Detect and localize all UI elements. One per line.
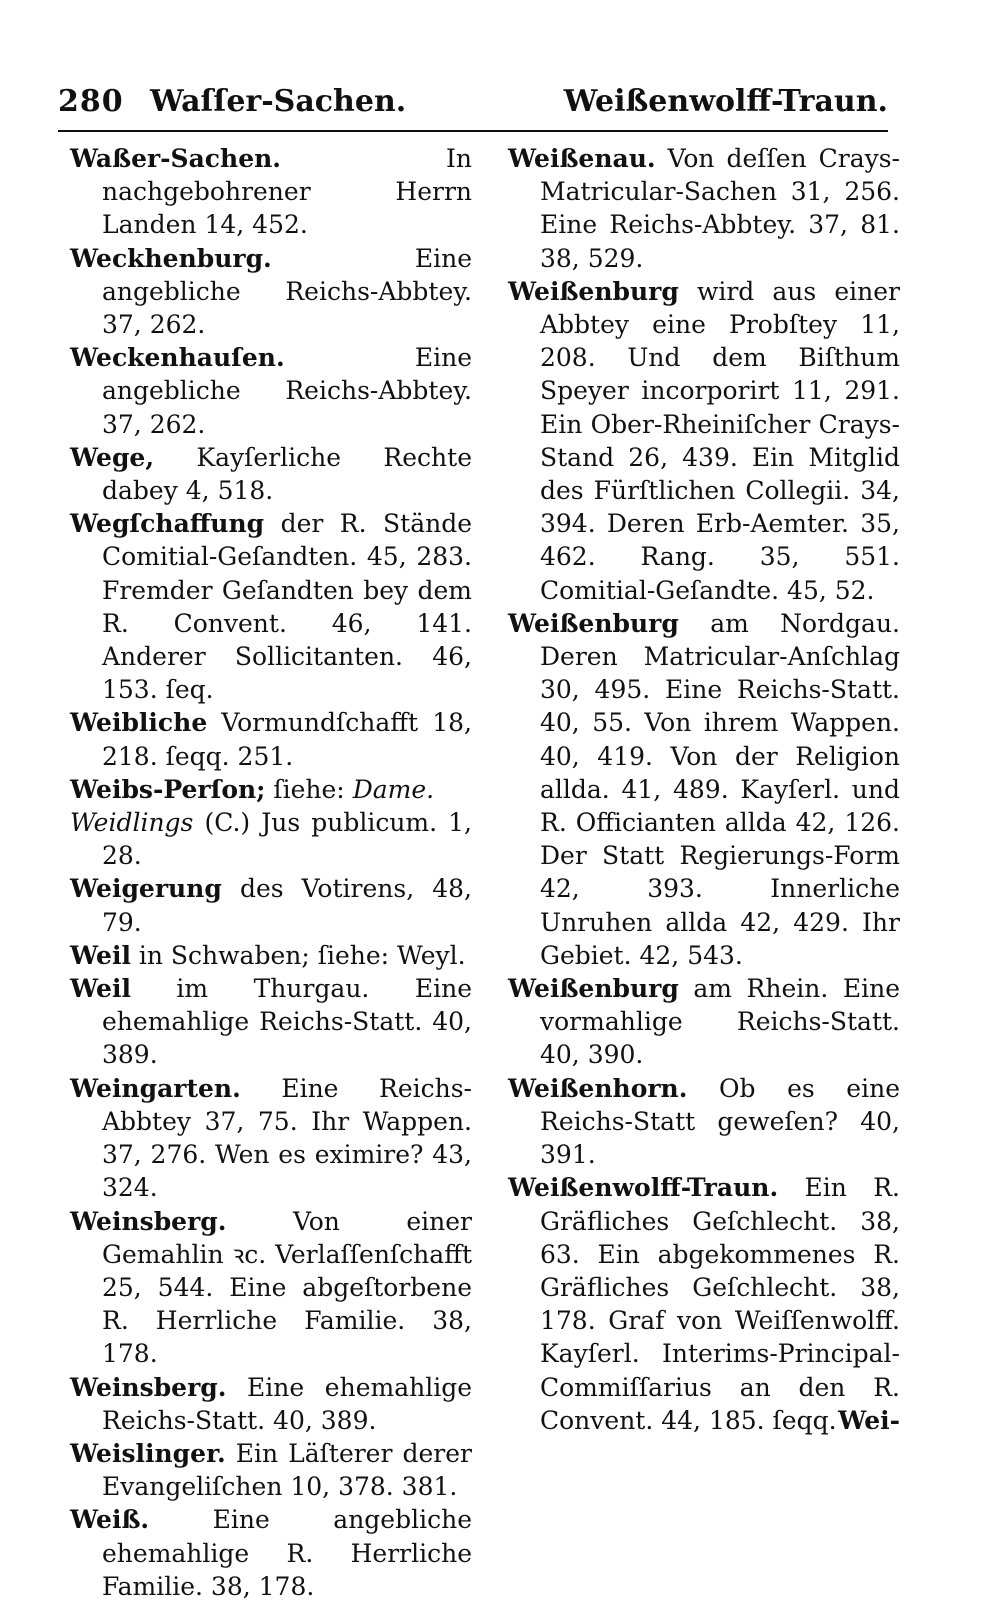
index-entry [70, 242, 472, 342]
index-entry [70, 341, 472, 441]
entry-keyword: Weingarten. [70, 1073, 241, 1103]
entry-text: Eine angebliche ehemahlige R. Herrliche Familie. 38, 178. [102, 1505, 472, 1601]
entry-text: in Schwaben; ſiehe: Weyl. [130, 940, 466, 970]
entry-reference-italic: Dame. [352, 774, 435, 804]
entry-keyword: Weißenburg [508, 974, 679, 1004]
page-number: 280 [58, 84, 124, 119]
index-entry [508, 142, 900, 275]
entry-keyword: Weibs-Perſon; [70, 774, 266, 804]
entry-keyword: Weibliche [70, 708, 208, 738]
entry-text: Eine angebliche Reichs-Abbtey. 37, 262. [102, 343, 472, 439]
entry-text: am Nordgau. Deren Matricular-Anſchlag 30, 495. Eine Reichs-Statt. 40, 55. Von ihrem Wappen. 40, 419. Von der Religion allda. 41, 489. Kayſerl. und R. Officianten allda 42, 126. Der Statt Regierungs-Form 42, 393. Innerliche Unruhen allda 42, 429. Ihr Gebiet. 42, 543. [540, 608, 900, 970]
entry-keyword: Weil [70, 940, 131, 970]
entry-text: Vormundſchafft 18, 218. ſeqq. 251. [102, 708, 472, 771]
index-entry [508, 607, 900, 972]
entry-text: am Rhein. Eine vormahlige Reichs-Statt. 40, 390. [540, 974, 900, 1070]
entry-keyword: Weißenburg [508, 608, 679, 638]
entry-text: der R. Stände Comitial-Geſandten. 45, 283. Fremder Geſandten bey dem R. Convent. 46, 141. Anderer Sollicitanten. 46, 153. ſeq. [102, 509, 472, 705]
entry-text: Ob es eine Reichs-Statt geweſen? 40, 391. [540, 1073, 900, 1170]
entry-keyword: Weißenau. [508, 144, 656, 173]
index-entry [70, 806, 472, 872]
entry-text: Von deſſen Crays-Matricular-Sachen 31, 256. Eine Reichs-Abbtey. 37, 81. 38, 529. [540, 144, 900, 273]
entry-text: Eine ehemahlige Reichs-Statt. 40, 389. [102, 1372, 472, 1435]
right-column-heading: Weißenwolff-Traun. [563, 84, 888, 119]
index-entry [70, 773, 472, 806]
index-entry [70, 1503, 472, 1603]
entry-keyword: Weigerung [70, 874, 222, 904]
entry-keyword: Wegſchaffung [70, 509, 265, 539]
entry-keyword: Weckhenburg. [70, 243, 272, 273]
entry-keyword: Weißenburg [508, 276, 679, 306]
index-entry [70, 1371, 472, 1437]
entry-keyword-italic: Weidlings [70, 808, 194, 838]
entry-text: Ein R. Gräfliches Geſchlecht. 38, 63. Ein abgekommenes R. Gräfliches Geſchlecht. 38, 178. Graf von Weiſſenwolff. Kayſerl. Interims-Principal-Commiſſarius an den R. Convent. 44, 185. ſeqq. [540, 1173, 900, 1435]
index-entry [70, 972, 472, 1072]
entry-text: Eine angebliche Reichs-Abbtey. 37, 262. [102, 243, 472, 340]
index-entry [70, 706, 472, 772]
entry-text: Eine Reichs-Abbtey 37, 75. Ihr Wappen. 37, 276. Wen es eximire? 43, 324. [102, 1073, 472, 1203]
entry-text: (C.) Jus publicum. 1, 28. [102, 808, 472, 871]
entry-keyword: Weißenhorn. [508, 1073, 688, 1103]
index-entry [70, 939, 472, 972]
entry-text: wird aus einer Abbtey eine Probſtey 11, 208. Und dem Biſthum Speyer incorporirt 11, 291. Ein Ober-Rheiniſcher Crays-Stand 26, 439. Ein Mitglid des Fürſtlichen Collegii. 34, 394. Deren Erb-Aemter. 35, 462. Rang. 35, 551. Comitial-Geſandte. 45, 52. [540, 276, 900, 605]
entry-keyword: Weinsberg. [70, 1206, 227, 1236]
entry-text: Kayſerliche Rechte dabey 4, 518. [102, 442, 472, 506]
entry-text: Von einer Gemahlin ꝛc. Verlaſſenſchafft 25, 544. Eine abgeſtorbene R. Herrliche Familie. 38, 178. [102, 1206, 472, 1369]
header-rule [58, 130, 888, 132]
index-entry [70, 441, 472, 507]
right-column [508, 142, 900, 1437]
entry-text: In nachgebohrener Herrn Landen 14, 452. [102, 144, 472, 240]
entry-keyword: Weiß. [70, 1505, 150, 1535]
index-entry [70, 1205, 472, 1371]
entry-text: Ein Läſterer derer Evangeliſchen 10, 378. 381. [102, 1438, 472, 1502]
entry-text: im Thurgau. Eine ehemahlige Reichs-Statt. 40, 389. [102, 974, 472, 1070]
index-entry [508, 972, 900, 1072]
catchword: Wei- [838, 1405, 900, 1435]
left-column [70, 142, 472, 1603]
entry-text: ſiehe: [265, 774, 353, 804]
left-column-heading: Waſſer-Sachen. [150, 84, 407, 119]
entry-keyword: Wege, [70, 442, 155, 472]
index-entry [508, 1171, 900, 1437]
index-entry [70, 1437, 472, 1503]
entry-keyword: Weinsberg. [70, 1372, 227, 1402]
index-entry [70, 142, 472, 242]
index-entry [508, 1072, 900, 1172]
entry-text: des Votirens, 48, 79. [102, 874, 472, 937]
index-entry [70, 872, 472, 938]
index-entry [70, 507, 472, 706]
entry-keyword: Weißenwolff-Traun. [508, 1173, 779, 1203]
running-header [58, 84, 888, 128]
index-entry [508, 275, 900, 607]
entry-keyword: Waßer-Sachen. [70, 144, 281, 173]
entry-keyword: Weislinger. [70, 1438, 226, 1468]
entry-keyword: Weckenhauſen. [70, 343, 285, 373]
entry-keyword: Weil [70, 974, 131, 1004]
index-entry [70, 1072, 472, 1205]
